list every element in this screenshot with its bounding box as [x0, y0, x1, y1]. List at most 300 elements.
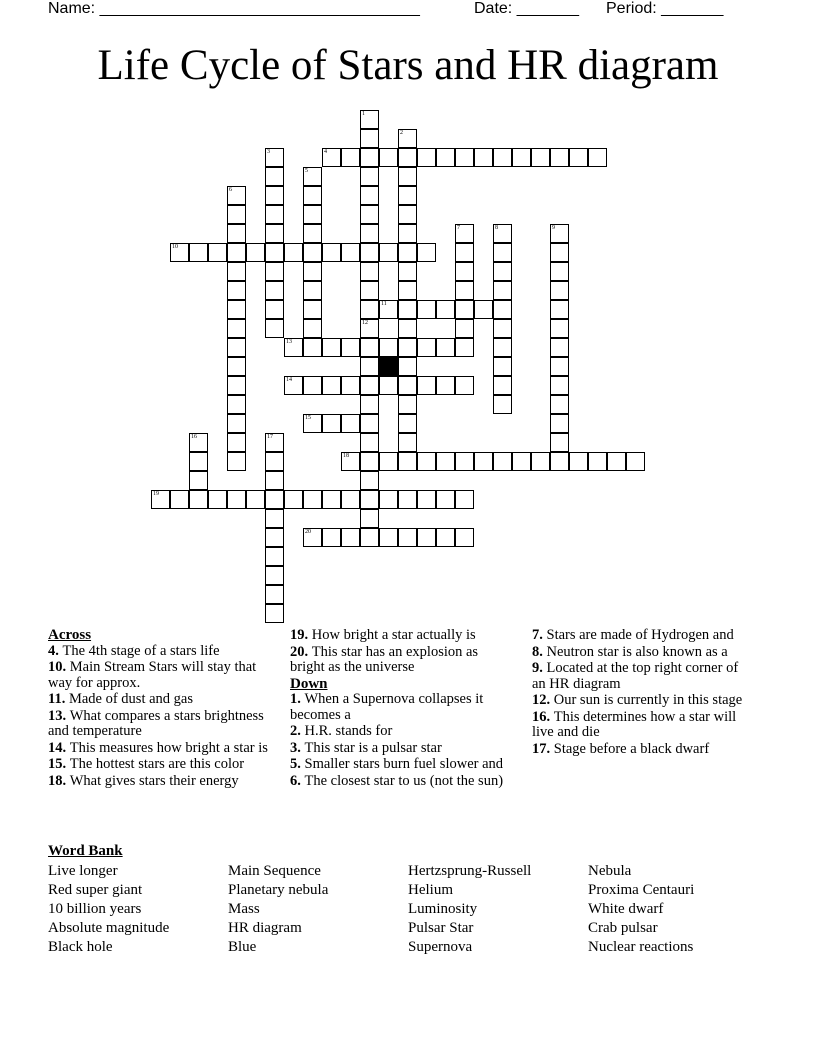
grid-cell[interactable]	[265, 186, 284, 205]
grid-cell[interactable]	[455, 319, 474, 338]
grid-cell[interactable]	[588, 452, 607, 471]
grid-cell[interactable]	[379, 148, 398, 167]
word-bank-item: 10 billion years	[48, 901, 142, 917]
grid-cell[interactable]	[569, 452, 588, 471]
clue-text: How bright a star actually is	[311, 627, 476, 643]
grid-cell[interactable]	[455, 224, 474, 243]
grid-cell[interactable]	[341, 338, 360, 357]
clue-text: The 4th stage of a stars life	[62, 642, 220, 659]
clue-text: This measures how bright a star is	[69, 739, 268, 756]
clues-column-2	[290, 628, 515, 790]
grid-cell[interactable]	[531, 452, 550, 471]
grid-cell[interactable]	[436, 148, 455, 167]
grid-cell[interactable]	[360, 281, 379, 300]
grid-cell[interactable]	[227, 319, 246, 338]
word-bank-item: Proxima Centauri	[588, 882, 695, 898]
grid-cell[interactable]	[322, 490, 341, 509]
grid-cell[interactable]	[360, 357, 379, 376]
grid-cell[interactable]	[208, 490, 227, 509]
grid-cell[interactable]	[303, 414, 322, 433]
grid-cell[interactable]	[360, 490, 379, 509]
grid-cell[interactable]	[341, 490, 360, 509]
clue-number-label: 12	[362, 320, 368, 326]
grid-cell[interactable]	[417, 528, 436, 547]
down-clue	[532, 710, 754, 741]
grid-cell[interactable]	[455, 300, 474, 319]
name-field-label[interactable]: Name: ____________________________________	[48, 0, 420, 17]
word-bank-item: HR diagram	[228, 920, 302, 936]
grid-cell[interactable]	[493, 357, 512, 376]
grid-cell[interactable]	[398, 338, 417, 357]
grid-cell[interactable]	[227, 300, 246, 319]
grid-cell[interactable]	[265, 262, 284, 281]
word-bank-item: Black hole	[48, 939, 113, 955]
clues-column-1	[48, 628, 270, 790]
grid-cell[interactable]	[417, 376, 436, 395]
grid-cell[interactable]	[303, 186, 322, 205]
grid-cell[interactable]	[265, 604, 284, 623]
grid-cell[interactable]	[360, 395, 379, 414]
grid-cell[interactable]	[189, 490, 208, 509]
clue-text: Neutron star is also known as a	[546, 643, 728, 660]
grid-cell[interactable]	[227, 490, 246, 509]
grid-cell[interactable]	[322, 148, 341, 167]
grid-cell[interactable]	[265, 566, 284, 585]
grid-cell[interactable]	[455, 262, 474, 281]
grid-cell[interactable]	[284, 376, 303, 395]
clue-number-label: 4	[324, 149, 327, 155]
grid-cell[interactable]	[341, 528, 360, 547]
grid-cell[interactable]	[379, 300, 398, 319]
grid-cell[interactable]	[493, 452, 512, 471]
clue-number: 2.	[290, 723, 305, 739]
grid-cell[interactable]	[227, 452, 246, 471]
grid-cell[interactable]	[398, 319, 417, 338]
grid-cell[interactable]	[170, 490, 189, 509]
grid-cell[interactable]	[417, 243, 436, 262]
grid-cell[interactable]	[227, 376, 246, 395]
grid-cell[interactable]	[493, 300, 512, 319]
grid-cell[interactable]	[360, 338, 379, 357]
grid-cell[interactable]	[493, 281, 512, 300]
grid-cell[interactable]	[265, 547, 284, 566]
word-bank-item: Luminosity	[408, 901, 478, 917]
clue-text: Smaller stars burn fuel slower and	[304, 756, 504, 772]
word-bank-item: Live longer	[48, 863, 118, 879]
grid-cell[interactable]	[265, 300, 284, 319]
grid-cell[interactable]	[284, 243, 303, 262]
clue-number: 10.	[48, 659, 70, 675]
clue-text: Our sun is currently in this stage	[553, 692, 743, 708]
clue-text: What compares a stars brightness and temperature	[48, 707, 264, 739]
grid-cell[interactable]	[550, 148, 569, 167]
grid-cell[interactable]	[379, 338, 398, 357]
across-clue	[48, 692, 270, 708]
grid-cell[interactable]	[322, 414, 341, 433]
grid-cell[interactable]	[265, 281, 284, 300]
clue-number-label: 17	[267, 434, 273, 440]
grid-cell[interactable]	[360, 452, 379, 471]
grid-cell[interactable]	[303, 167, 322, 186]
clue-number-label: 2	[400, 130, 403, 136]
down-clue	[532, 742, 754, 758]
grid-cell[interactable]	[436, 490, 455, 509]
grid-cell[interactable]	[607, 452, 626, 471]
clue-number: 3.	[290, 739, 305, 756]
across-clue	[290, 628, 515, 644]
clue-text: H.R. stands for	[304, 723, 393, 739]
clue-text: Main Stream Stars will stay that way for approx.	[48, 659, 257, 691]
grid-cell[interactable]	[360, 205, 379, 224]
grid-cell[interactable]	[398, 376, 417, 395]
clue-number: 17.	[532, 740, 554, 757]
grid-cell[interactable]	[265, 167, 284, 186]
grid-cell[interactable]	[436, 300, 455, 319]
clue-number: 6.	[290, 772, 305, 789]
word-bank-item: Main Sequence	[228, 863, 321, 879]
grid-cell[interactable]	[550, 224, 569, 243]
grid-cell[interactable]	[379, 243, 398, 262]
clue-number: 15.	[48, 756, 70, 772]
grid-cell[interactable]	[303, 528, 322, 547]
grid-cell[interactable]	[189, 452, 208, 471]
word-bank-item: White dwarf	[588, 901, 664, 917]
grid-cell[interactable]	[360, 300, 379, 319]
grid-cell[interactable]	[398, 433, 417, 452]
clue-number: 4.	[48, 642, 63, 659]
grid-cell[interactable]	[322, 528, 341, 547]
grid-cell[interactable]	[493, 148, 512, 167]
grid-cell[interactable]	[265, 471, 284, 490]
grid-cell[interactable]	[227, 395, 246, 414]
word-bank-item: Blue	[228, 939, 257, 955]
grid-cell[interactable]	[303, 319, 322, 338]
grid-cell[interactable]	[265, 243, 284, 262]
clue-text: Made of dust and gas	[68, 691, 193, 707]
grid-cell[interactable]	[360, 319, 379, 338]
clue-number-label: 10	[172, 244, 178, 250]
word-bank-item: Pulsar Star	[408, 920, 474, 936]
clue-text: The closest star to us (not the sun)	[304, 772, 504, 789]
grid-cell[interactable]	[588, 148, 607, 167]
grid-cell[interactable]	[265, 452, 284, 471]
grid-cell[interactable]	[227, 338, 246, 357]
clue-number: 9.	[532, 660, 547, 676]
grid-cell[interactable]	[227, 414, 246, 433]
grid-cell[interactable]	[417, 490, 436, 509]
grid-cell[interactable]	[474, 452, 493, 471]
grid-cell[interactable]	[303, 281, 322, 300]
down-clue	[532, 661, 754, 692]
grid-cell[interactable]	[550, 376, 569, 395]
down-clue	[290, 724, 515, 740]
grid-cell[interactable]	[360, 129, 379, 148]
grid-cell[interactable]	[398, 300, 417, 319]
word-bank-item: Helium	[408, 882, 453, 898]
clue-number: 11.	[48, 691, 69, 707]
grid-cell[interactable]	[512, 148, 531, 167]
grid-cell[interactable]	[360, 243, 379, 262]
clue-number: 12.	[532, 692, 554, 708]
down-clue	[290, 741, 515, 757]
clue-text: The hottest stars are this color	[69, 756, 245, 772]
grid-cell[interactable]	[455, 281, 474, 300]
clue-number-label: 11	[381, 301, 387, 307]
grid-cell[interactable]	[303, 262, 322, 281]
grid-cell[interactable]	[493, 319, 512, 338]
grid-cell[interactable]	[360, 509, 379, 528]
grid-cell[interactable]	[550, 243, 569, 262]
clue-number-label: 20	[305, 529, 311, 535]
grid-cell[interactable]	[493, 338, 512, 357]
clue-number: 14.	[48, 739, 70, 756]
word-bank-item: Hertzsprung-Russell	[408, 863, 532, 879]
clue-number-label: 9	[552, 225, 555, 231]
grid-cell[interactable]	[417, 300, 436, 319]
grid-cell[interactable]	[360, 110, 379, 129]
clue-number-label: 5	[305, 168, 308, 174]
grid-cell[interactable]	[569, 148, 588, 167]
word-bank-item: Red super giant	[48, 882, 143, 898]
clue-number: 7.	[532, 627, 547, 643]
grid-cell[interactable]	[550, 281, 569, 300]
grid-cell[interactable]	[322, 243, 341, 262]
grid-cell[interactable]	[227, 357, 246, 376]
grid-cell[interactable]	[493, 224, 512, 243]
clue-number-label: 14	[286, 377, 292, 383]
down-heading: Down	[290, 675, 328, 692]
across-clue	[48, 741, 270, 757]
grid-cell[interactable]	[436, 528, 455, 547]
grid-cell[interactable]	[379, 376, 398, 395]
grid-cell[interactable]	[493, 262, 512, 281]
grid-cell[interactable]	[550, 452, 569, 471]
clue-number-label: 18	[343, 453, 349, 459]
grid-cell[interactable]	[265, 205, 284, 224]
grid-cell[interactable]	[379, 452, 398, 471]
clue-text: This determines how a star will live and die	[532, 708, 737, 740]
word-bank-item: Supernova	[408, 939, 473, 955]
word-bank-item: Absolute magnitude	[48, 920, 170, 936]
grid-cell[interactable]	[398, 148, 417, 167]
clue-number: 16.	[532, 708, 554, 725]
clue-text: What gives stars their energy	[69, 772, 239, 789]
clue-number-label: 15	[305, 415, 311, 421]
grid-cell[interactable]	[360, 414, 379, 433]
grid-cell[interactable]	[360, 262, 379, 281]
grid-cell[interactable]	[436, 338, 455, 357]
grid-cell[interactable]	[227, 186, 246, 205]
grid-cell[interactable]	[151, 490, 170, 509]
grid-cell[interactable]	[170, 243, 189, 262]
grid-cell[interactable]	[455, 338, 474, 357]
clues-column-3	[532, 628, 754, 758]
grid-cell[interactable]	[265, 509, 284, 528]
across-clue	[290, 645, 515, 676]
grid-cell[interactable]	[360, 148, 379, 167]
grid-cell[interactable]	[398, 129, 417, 148]
grid-cell[interactable]	[227, 433, 246, 452]
grid-cell[interactable]	[303, 376, 322, 395]
clue-text: When a Supernova collapses it becomes a	[290, 691, 484, 723]
grid-cell[interactable]	[550, 300, 569, 319]
across-clue	[48, 757, 270, 773]
grid-cell[interactable]	[227, 262, 246, 281]
grid-cell[interactable]	[265, 224, 284, 243]
clue-text: Stars are made of Hydrogen and	[546, 627, 734, 643]
grid-cell[interactable]	[550, 395, 569, 414]
grid-cell[interactable]	[265, 148, 284, 167]
grid-cell[interactable]	[436, 452, 455, 471]
grid-cell[interactable]	[189, 433, 208, 452]
grid-cell[interactable]	[303, 300, 322, 319]
grid-cell[interactable]	[341, 376, 360, 395]
grid-cell[interactable]	[227, 281, 246, 300]
grid-cell[interactable]	[398, 243, 417, 262]
grid-cell[interactable]	[417, 338, 436, 357]
across-clue	[48, 660, 270, 691]
grid-cell[interactable]	[303, 338, 322, 357]
grid-cell[interactable]	[265, 319, 284, 338]
clue-number-label: 16	[191, 434, 197, 440]
grid-cell[interactable]	[398, 490, 417, 509]
grid-cell[interactable]	[417, 452, 436, 471]
word-bank-item: Mass	[228, 901, 260, 917]
clue-number: 1.	[290, 691, 305, 707]
grid-cell[interactable]	[189, 471, 208, 490]
grid-cell[interactable]	[550, 338, 569, 357]
clue-number-label: 6	[229, 187, 232, 193]
clue-number-label: 8	[495, 225, 498, 231]
grid-cell[interactable]	[455, 376, 474, 395]
clue-number-label: 7	[457, 225, 460, 231]
grid-cell[interactable]	[455, 452, 474, 471]
grid-cell[interactable]	[493, 376, 512, 395]
grid-cell[interactable]	[493, 395, 512, 414]
down-clue	[532, 693, 754, 709]
word-bank-item: Planetary nebula	[228, 882, 329, 898]
grid-cell[interactable]	[322, 338, 341, 357]
grid-cell[interactable]	[341, 148, 360, 167]
clue-number: 20.	[290, 643, 312, 660]
grid-cell[interactable]	[436, 376, 455, 395]
grid-cell[interactable]	[417, 148, 436, 167]
grid-cell[interactable]	[550, 262, 569, 281]
grid-cell[interactable]	[303, 224, 322, 243]
grid-cell[interactable]	[398, 452, 417, 471]
grid-cell[interactable]	[398, 414, 417, 433]
grid-cell[interactable]	[341, 414, 360, 433]
grid-cell[interactable]	[398, 167, 417, 186]
grid-cell[interactable]	[398, 528, 417, 547]
grid-cell[interactable]	[474, 148, 493, 167]
grid-cell[interactable]	[265, 528, 284, 547]
page-title: Life Cycle of Stars and HR diagram	[97, 42, 719, 89]
grid-cell[interactable]	[550, 357, 569, 376]
clue-number-label: 13	[286, 339, 292, 345]
grid-cell[interactable]	[341, 243, 360, 262]
clue-text: This star has an explosion as bright as the universe	[290, 643, 479, 675]
grid-cell[interactable]	[398, 262, 417, 281]
grid-cell[interactable]	[398, 395, 417, 414]
grid-cell[interactable]	[626, 452, 645, 471]
clue-number: 8.	[532, 643, 547, 660]
across-clue	[48, 644, 270, 660]
grid-cell[interactable]	[227, 243, 246, 262]
grid-cell[interactable]	[360, 224, 379, 243]
grid-cell[interactable]	[455, 490, 474, 509]
grid-cell[interactable]	[512, 452, 531, 471]
grid-cell[interactable]	[227, 205, 246, 224]
grid-cell[interactable]	[246, 243, 265, 262]
across-heading: Across	[48, 627, 92, 643]
grid-cell[interactable]	[284, 490, 303, 509]
clue-text: Stage before a black dwarf	[553, 740, 710, 757]
grid-cell[interactable]	[474, 300, 493, 319]
period-field-label[interactable]: Period: _______	[606, 0, 724, 17]
grid-cell[interactable]	[455, 528, 474, 547]
grid-cell[interactable]	[360, 376, 379, 395]
down-clue	[532, 645, 754, 661]
grid-cell[interactable]	[246, 490, 265, 509]
grid-cell[interactable]	[303, 490, 322, 509]
grid-cell[interactable]	[265, 433, 284, 452]
grid-cell[interactable]	[360, 186, 379, 205]
grid-cell[interactable]	[227, 224, 246, 243]
grid-cell[interactable]	[398, 281, 417, 300]
grid-cell[interactable]	[455, 243, 474, 262]
clue-number-label: 3	[267, 149, 270, 155]
grid-cell[interactable]	[379, 490, 398, 509]
grid-cell[interactable]	[398, 357, 417, 376]
grid-cell[interactable]	[550, 433, 569, 452]
grid-cell[interactable]	[398, 205, 417, 224]
grid-cell[interactable]	[455, 148, 474, 167]
clue-text: Located at the top right corner of an HR diagram	[532, 660, 739, 692]
grid-cell[interactable]	[398, 224, 417, 243]
grid-cell[interactable]	[303, 243, 322, 262]
word-bank-heading: Word Bank	[48, 843, 123, 859]
grid-cell[interactable]	[550, 319, 569, 338]
grid-cell[interactable]	[303, 205, 322, 224]
across-clue	[48, 774, 270, 790]
grid-cell[interactable]	[379, 528, 398, 547]
grid-cell[interactable]	[493, 243, 512, 262]
date-field-label[interactable]: Date: _______	[474, 0, 579, 17]
grid-cell[interactable]	[322, 376, 341, 395]
grid-cell[interactable]	[189, 243, 208, 262]
down-clue	[290, 774, 515, 790]
grid-cell[interactable]	[360, 528, 379, 547]
grid-cell[interactable]	[360, 471, 379, 490]
grid-cell[interactable]	[550, 414, 569, 433]
grid-cell[interactable]	[531, 148, 550, 167]
clue-number: 19.	[290, 627, 312, 643]
clue-number-label: 1	[362, 111, 365, 117]
clue-number: 5.	[290, 756, 305, 772]
grid-cell[interactable]	[208, 243, 227, 262]
grid-cell[interactable]	[360, 433, 379, 452]
grid-cell[interactable]	[265, 585, 284, 604]
grid-cell[interactable]	[265, 490, 284, 509]
grid-cell[interactable]	[398, 186, 417, 205]
word-bank-item: Nuclear reactions	[588, 939, 694, 955]
word-bank-item: Nebula	[588, 863, 632, 879]
word-bank-item: Crab pulsar	[588, 920, 658, 936]
grid-cell[interactable]	[360, 167, 379, 186]
grid-cell[interactable]	[341, 452, 360, 471]
grid-cell[interactable]	[284, 338, 303, 357]
